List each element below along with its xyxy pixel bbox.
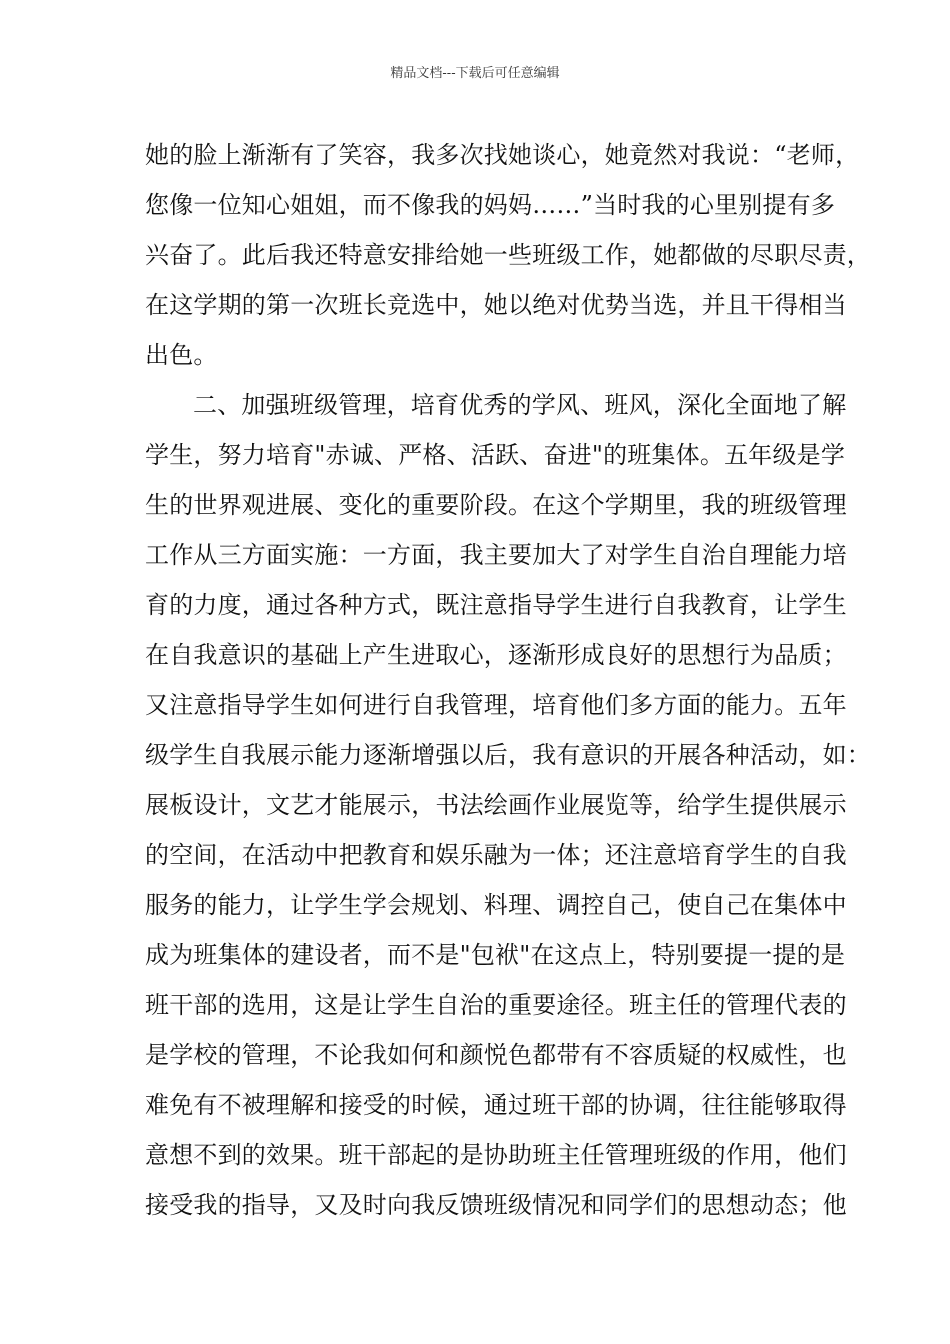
text-line: 级学生自我展示能力逐渐增强以后，我有意识的开展各种活动，如： — [145, 741, 871, 769]
text-line: 育的力度，通过各种方式，既注意指导学生进行自我教育，让学生 — [145, 591, 847, 619]
text-line: 出色。 — [145, 341, 218, 369]
text-line: 她的脸上渐渐有了笑容，我多次找她谈心，她竟然对我说：“老师， — [145, 141, 860, 169]
text-line: 难免有不被理解和接受的时候，通过班干部的协调，往往能够取得 — [145, 1091, 847, 1119]
text-line: 展板设计，文艺才能展示，书法绘画作业展览等，给学生提供展示 — [145, 791, 847, 819]
text-line: 服务的能力，让学生学会规划、料理、调控自己，使自己在集体中 — [145, 891, 847, 919]
text-line: 成为班集体的建设者，而不是"包袱"在这点上，特别要提一提的是 — [145, 941, 846, 969]
text-line: 是学校的管理，不论我如何和颜悦色都带有不容质疑的权威性，也 — [145, 1041, 847, 1069]
text-line: 您像一位知心姐姐，而不像我的妈妈……”当时我的心里别提有多 — [145, 191, 836, 219]
text-line: 兴奋了。此后我还特意安排给她一些班级工作，她都做的尽职尽责， — [145, 241, 871, 269]
text-line: 接受我的指导，又及时向我反馈班级情况和同学们的思想动态；他 — [145, 1191, 847, 1219]
document-body — [145, 130, 871, 1230]
text-line: 班干部的选用，这是让学生自治的重要途径。班主任的管理代表的 — [145, 991, 847, 1019]
text-line: 生的世界观进展、变化的重要阶段。在这个学期里，我的班级管理 — [145, 491, 847, 519]
text-line: 在自我意识的基础上产生进取心，逐渐形成良好的思想行为品质； — [145, 641, 847, 669]
text-line: 意想不到的效果。班干部起的是协助班主任管理班级的作用，他们 — [145, 1141, 847, 1169]
text-line: 的空间，在活动中把教育和娱乐融为一体；还注意培育学生的自我 — [145, 841, 847, 869]
text-line: 学生，努力培育"赤诚、严格、活跃、奋进"的班集体。五年级是学 — [145, 441, 846, 469]
text-line: 工作从三方面实施：一方面，我主要加大了对学生自治自理能力培 — [145, 541, 847, 569]
text-line: 在这学期的第一次班长竞选中，她以绝对优势当选，并且干得相当 — [145, 291, 847, 319]
section-heading-line: 二、加强班级管理，培育优秀的学风、班风，深化全面地了解 — [193, 391, 847, 419]
text-line: 又注意指导学生如何进行自我管理，培育他们多方面的能力。五年 — [145, 691, 847, 719]
page-header: 精品文档---下载后可任意编辑 — [390, 66, 560, 81]
